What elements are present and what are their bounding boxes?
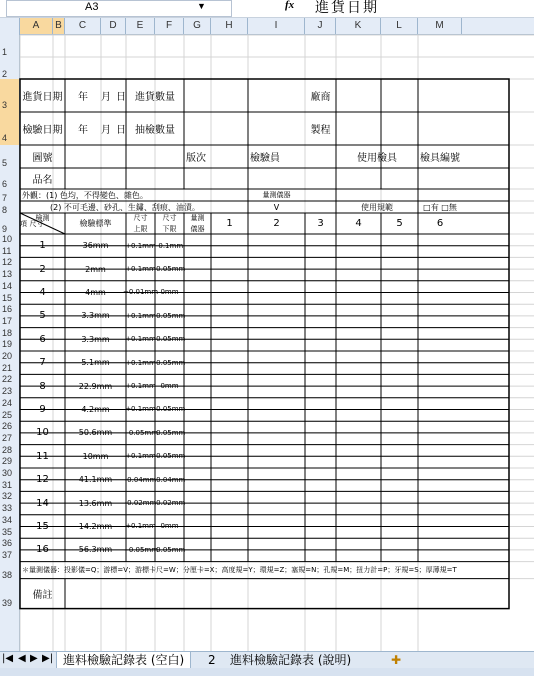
fx-icon[interactable]: fx [285,0,295,11]
row-header[interactable]: 25 [2,409,13,420]
row-header[interactable]: 31 [2,479,13,490]
item-number: 4 [39,286,46,298]
column-header[interactable]: J [305,18,336,34]
label-year-2: 年 [78,125,88,136]
instrument-code-note: ＊量測儀器：投影儀=Q；游標=V；游標卡尺=W；分厘卡=X；高度規=Y；環規=Z；塞規=N；孔規=M；扭力計=P；牙規=S；厚薄規=T [22,566,457,575]
prev-sheet-icon[interactable]: ◀ [18,653,26,664]
item-upper-limit: +0.1mm [125,358,156,367]
formula-value[interactable]: 進貨日期 [315,0,379,16]
hdr-sample-6: 6 [436,218,444,229]
row-header[interactable]: 17 [2,315,13,326]
row-header[interactable]: 12 [2,257,13,268]
label-drawing-no: 圖號 [32,153,53,164]
item-standard: 50.6mm [78,428,113,438]
item-lower-limit: 0mm [160,288,179,297]
hdr-item: 項 [20,219,27,228]
item-standard: 56.3mm [78,545,113,555]
label-inspection-date: 檢驗日期 [22,125,63,136]
row-header[interactable]: 39 [2,597,13,608]
column-header[interactable]: M [418,18,462,34]
name-box-value: A3 [85,1,99,13]
item-upper-limit: +0.1mm [125,335,156,344]
label-receipt-date: 進貨日期 [22,92,63,103]
item-standard: 4.2mm [81,404,110,414]
row-header[interactable]: 32 [2,491,13,502]
column-header[interactable]: C [65,18,101,34]
next-sheet-icon[interactable]: ▶ [30,653,38,664]
sheet-tab-bar [0,651,534,669]
row-header[interactable]: 28 [2,444,13,455]
column-header[interactable]: K [336,18,381,34]
label-version: 版次 [186,153,206,164]
hdr-standard: 檢驗標準 [79,219,112,228]
row-header[interactable]: 37 [2,549,13,560]
tab-sheet-guide[interactable]: 進料檢驗記錄表 (說明) [230,653,352,667]
hdr-instr-1: 量測 [190,214,205,222]
label-year: 年 [78,92,88,103]
label-vendor: 廠商 [310,92,331,103]
column-header[interactable]: B [53,18,65,34]
appearance-note-2: (2) 不可毛邊、砂孔、生鏽、刮痕、油漬。 [50,202,200,212]
hdr-lower-2: 下限 [162,225,177,233]
item-standard: 14.2mm [78,521,113,531]
item-standard: 3.3mm [81,311,110,321]
label-measure-instrument: 量測儀器 [262,191,291,199]
row-header[interactable]: 1 [2,47,8,57]
item-standard: 4mm [85,287,106,297]
insert-sheet-icon[interactable]: ✚ [391,653,402,667]
row-header[interactable]: 26 [2,421,13,432]
label-spec: 使用規範 [361,202,393,212]
row-header[interactable]: 16 [2,304,13,315]
label-month-2: 月 [101,125,111,136]
item-lower-limit: 0mm [160,382,179,391]
item-lower-limit: -0.05mm [153,265,186,274]
hdr-sample-2: 2 [273,218,280,229]
row-header[interactable]: 23 [2,386,13,397]
row-header[interactable]: 38 [2,569,13,580]
hdr-size: 尺寸 [29,219,44,228]
item-standard: 13.6mm [78,498,113,508]
item-number: 8 [39,380,46,392]
row-header[interactable]: 5 [2,158,8,168]
column-header[interactable]: F [155,18,184,34]
item-lower-limit: -0.04mm [153,475,186,484]
item-standard: 2mm [85,264,106,274]
item-lower-limit: -0.05mm [153,452,186,461]
item-upper-limit: -0.04mm [124,475,157,484]
label-gauge: 使用檢具 [357,153,397,164]
label-receipt-qty: 進貨數量 [135,92,175,103]
name-box[interactable] [6,0,232,17]
row-header[interactable]: 18 [2,327,13,338]
column-header[interactable]: D [101,18,126,34]
label-day: 日 [116,92,126,103]
item-number: 16 [36,544,49,556]
column-header[interactable]: G [184,18,211,34]
row-header[interactable]: 36 [2,538,13,549]
label-process: 製程 [310,125,331,136]
item-number: 14 [36,497,49,509]
hdr-lower-1: 尺寸 [162,214,177,222]
row-header[interactable]: 4 [0,112,19,145]
label-remarks: 備註 [32,590,53,602]
select-all-corner[interactable] [0,18,20,34]
item-number: 10 [36,427,49,439]
row-header[interactable]: 15 [2,292,13,303]
column-header[interactable]: I [248,18,305,34]
column-header[interactable]: A [20,18,53,34]
row-header[interactable]: 9 [2,224,8,234]
row-header[interactable]: 7 [2,193,8,203]
item-upper-limit: +0.05mm [122,545,159,554]
row-header[interactable]: 10 [2,234,13,244]
last-sheet-icon[interactable]: ▶| [42,653,54,664]
item-number: 15 [36,520,49,532]
item-lower-limit: -0.1mm [155,241,184,250]
item-lower-limit: -0.05mm [153,405,186,414]
chevron-down-icon[interactable]: ▼ [197,1,206,11]
item-upper-limit: +0.1mm [125,405,156,414]
row-header[interactable]: 27 [2,432,13,443]
item-number: 11 [36,450,49,462]
hdr-sample-4: 4 [355,218,362,229]
item-number: 2 [39,263,46,275]
column-header[interactable]: H [211,18,248,34]
row-header[interactable]: 30 [2,468,13,478]
item-lower-limit: 0mm [160,522,179,531]
item-upper-limit: +0.05mm [122,428,159,437]
label-month: 月 [101,92,111,103]
hdr-inspection: 檢測 [35,214,50,222]
row-header[interactable]: 24 [2,397,13,408]
hdr-instr-2: 儀器 [190,225,205,233]
row-header[interactable]: 35 [2,526,13,537]
row-header[interactable]: 34 [2,514,13,525]
label-product-name: 品名 [32,175,53,186]
item-upper-limit: +0.1mm [125,382,156,391]
item-upper-limit: +0.1mm [125,241,156,250]
row-header[interactable]: 6 [2,179,8,189]
hdr-sample-5: 5 [396,218,403,229]
formula-bar [0,0,534,18]
item-number: 1 [39,240,46,252]
label-gauge-no: 檢具編號 [420,153,460,164]
appearance-note-1: 外觀：(1) 色均，不得變色、雜色。 [22,190,148,200]
label-sample-qty: 抽檢數量 [135,125,175,136]
item-upper-limit: +0.01mm [122,288,159,297]
hdr-upper-1: 尺寸 [133,214,148,222]
row-header[interactable]: 3 [0,79,19,112]
item-lower-limit: -0.05mm [153,335,186,344]
item-standard: 41.1mm [78,475,113,485]
label-day-2: 日 [116,125,126,136]
row-header[interactable]: 14 [2,280,13,291]
row-header[interactable]: 2 [2,69,8,79]
item-upper-limit: +0.1mm [125,452,156,461]
label-inspector: 檢驗員 [250,153,280,164]
row-header[interactable]: 11 [2,245,12,256]
value-spec-check: □有 □無 [423,202,457,212]
row-header[interactable]: 20 [2,351,13,361]
row-headers [0,34,20,651]
status-bar [0,668,534,676]
hdr-sample-1: 1 [226,218,233,229]
column-header[interactable]: E [126,18,155,34]
value-instrument: V [273,202,280,212]
item-lower-limit: -0.05mm [153,358,186,367]
column-headers [0,18,534,35]
first-sheet-icon[interactable]: |◀ [2,653,14,664]
item-standard: 36mm [82,241,109,251]
row-header[interactable]: 8 [2,205,8,215]
item-lower-limit: -0.05mm [153,545,186,554]
item-standard: 5.1mm [81,358,110,368]
item-standard: 10mm [82,451,109,461]
item-upper-limit: +0.1mm [125,311,156,320]
item-standard: 22.9mm [78,381,113,391]
hdr-upper-2: 上限 [133,225,148,233]
hdr-sample-3: 3 [317,218,324,229]
item-number: 5 [39,310,46,322]
item-lower-limit: -0.05mm [153,428,186,437]
row-header[interactable]: 19 [2,339,13,350]
column-header[interactable]: L [381,18,418,34]
item-standard: 3.3mm [81,334,110,344]
item-upper-limit: +0.1mm [125,522,156,531]
row-header[interactable]: 29 [2,456,13,467]
row-header[interactable]: 13 [2,269,13,280]
tab-sheet-2[interactable]: 2 [208,653,216,667]
row-header[interactable]: 22 [2,374,13,385]
worksheet-grid[interactable] [20,35,534,651]
row-header[interactable]: 21 [2,362,13,373]
item-lower-limit: -0.05mm [153,311,186,320]
tab-sheet-blank[interactable]: 進料檢驗記錄表 (空白) [56,652,191,669]
item-number: 12 [36,474,49,486]
item-number: 9 [39,403,46,415]
item-lower-limit: -0.02mm [153,499,186,508]
row-header[interactable]: 33 [2,503,13,514]
item-upper-limit: +0.1mm [125,265,156,274]
item-number: 6 [39,333,46,345]
item-upper-limit: -0.02mm [124,499,157,508]
item-number: 7 [39,357,46,369]
